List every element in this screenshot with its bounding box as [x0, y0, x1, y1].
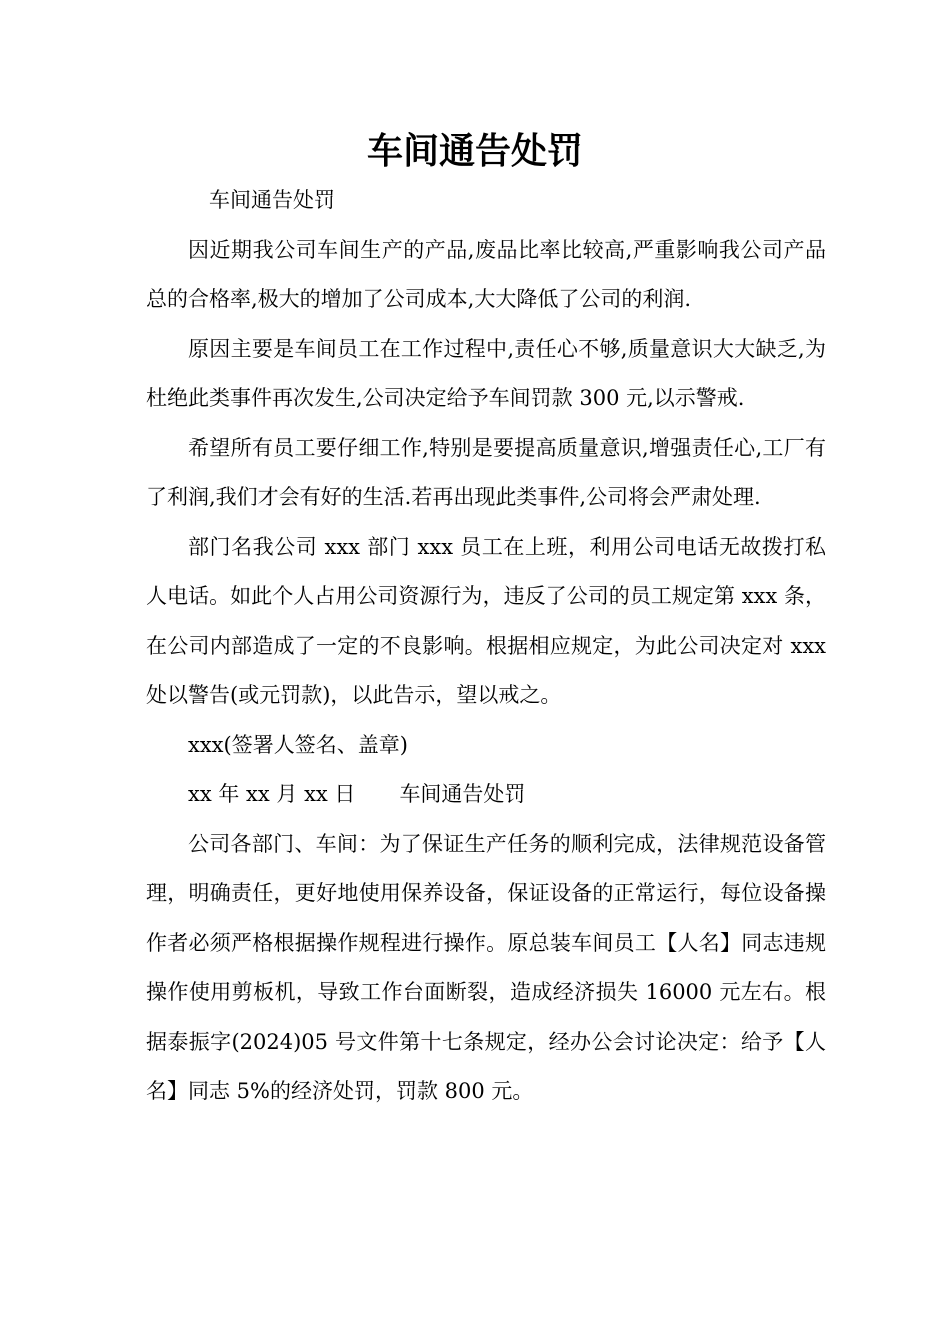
document-subtitle: 车间通告处罚	[209, 188, 335, 212]
next-notice-title: 车间通告处罚	[399, 782, 526, 806]
date-line	[146, 770, 826, 820]
document-title: 车间通告处罚	[366, 131, 583, 172]
paragraph-warning: 希望所有员工要仔细工作,特别是要提高质量意识,增强责任心,工厂有了利润,我们才会有好的生活.若再出现此类事件,公司将会严肃处理.	[146, 435, 826, 509]
paragraph-defect-rate: 因近期我公司车间生产的产品,废品比率比较高,严重影响我公司产品总的合格率,极大的增加了公司成本,大大降低了公司的利润.	[146, 237, 826, 311]
signature-line: xxx(签署人签名、盖章)	[188, 732, 408, 757]
paragraph-phone-misuse: 部门名我公司 xxx 部门 xxx 员工在上班，利用公司电话无故拨打私人电话。如此个人占用公司资源行为，违反了公司的员工规定第 xxx 条，在公司内部造成了一定的不良影响。根据相应规定，为此公司决定对 xxx 处以警告(或元罚款)，以此告示，望以戒之。	[146, 534, 826, 707]
paragraph-penalty-reason: 原因主要是车间员工在工作过程中,责任心不够,质量意识大大缺乏,为杜绝此类事件再次发生,公司决定给予车间罚款 300 元,以示警戒.	[146, 336, 826, 410]
date-text: xx 年 xx 月 xx 日	[188, 782, 356, 806]
document-body	[146, 176, 826, 1117]
paragraph-equipment-penalty: 公司各部门、车间：为了保证生产任务的顺利完成，法律规范设备管理，明确责任，更好地使用保养设备，保证设备的正常运行，每位设备操作者必须严格根据操作规程进行操作。原总装车间员工【人名】同志违规操作使用剪板机，导致工作台面断裂，造成经济损失 16000 元左右。根据泰振字(2024)05 号文件第十七条规定，经办公会讨论决定：给予【人名】同志 5%的经济处罚，罚款 800 元。	[146, 831, 826, 1103]
